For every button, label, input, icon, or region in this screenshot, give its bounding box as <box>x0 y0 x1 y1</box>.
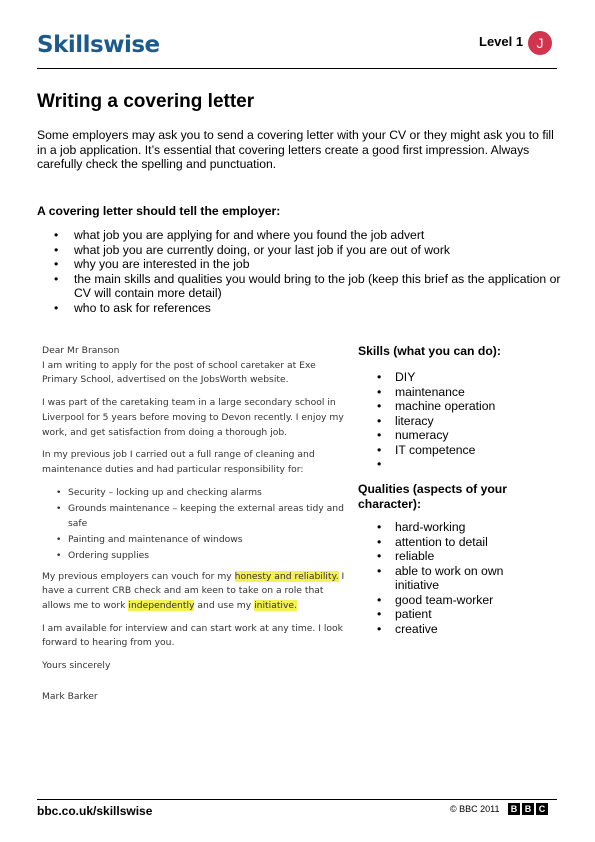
letter-paragraph: I am writing to apply for the post of school caretaker at Exe Primary School, advertised on the JobsWorth website. <box>42 359 316 386</box>
list-item: • what job you are currently doing, or your last job if you are out of work <box>54 243 564 258</box>
list-item: • why you are interested in the job <box>54 257 564 272</box>
letter-text: I have a current CRB check and am keen to take on a role that allows me to work <box>42 570 345 612</box>
letter-salutation: Dear Mr Branson <box>42 345 120 356</box>
footer-url-link[interactable]: bbc.co.uk/skillswise <box>37 804 153 818</box>
highlighted-text: initiative. <box>254 600 297 612</box>
list-item: • IT competence <box>377 443 507 458</box>
list-item: • machine operation <box>377 399 507 414</box>
list-item: • who to ask for references <box>54 301 564 316</box>
skills-heading: Skills (what you can do): <box>358 344 501 358</box>
level-badge: J <box>528 31 552 55</box>
list-item: • numeracy <box>377 428 507 443</box>
footer-divider <box>37 799 557 800</box>
tell-heading: A covering letter should tell the employer: <box>37 204 281 218</box>
highlighted-text: honesty and reliability. <box>234 570 339 582</box>
bbc-logo <box>508 803 548 815</box>
list-item <box>377 457 507 472</box>
intro-paragraph: Some employers may ask you to send a covering letter with your CV or they might ask you to fill in a job application. It’s essential that covering letters create a good first impression. Always carefully check the spelling and punctuation. <box>37 128 554 171</box>
letter-paragraph: In my previous job I carried out a full range of cleaning and maintenance duties and had particular responsibility for: <box>42 449 315 475</box>
list-item: • Painting and maintenance of windows <box>42 533 352 548</box>
letter-paragraph: I was part of the caretaking team in a large secondary school in Liverpool for 5 years before moving to Devon recently. I enjoy my work, and get satisfaction from doing a thorough job. <box>42 397 344 438</box>
skills-list <box>377 370 507 472</box>
list-item: • Ordering supplies <box>42 549 352 564</box>
qualities-heading: Qualities (aspects of your character): <box>358 482 507 511</box>
letter-signature: Mark Barker <box>42 690 98 702</box>
level-label: Level 1 <box>479 34 524 49</box>
letter-text: My previous employers can vouch for my <box>42 570 235 582</box>
letter-text: and use my <box>194 600 255 612</box>
tell-list <box>54 228 564 315</box>
bbc-logo-letter: B <box>522 803 534 815</box>
list-item: • patient <box>377 607 507 622</box>
qualities-list <box>377 520 507 636</box>
list-item: • the main skills and qualities you would bring to the job (keep this brief as the application or CV will contain more detail) <box>54 272 564 301</box>
list-item: • able to work on own initiative <box>377 564 507 593</box>
list-item: • hard-working <box>377 520 507 535</box>
list-item: • good team-worker <box>377 593 507 608</box>
list-item: • Grounds maintenance – keeping the external areas tidy and safe <box>42 502 352 531</box>
bbc-logo-letter: C <box>536 803 548 815</box>
highlighted-text: independently <box>128 600 195 612</box>
letter-closing: Yours sincerely <box>42 660 111 672</box>
skillswise-logo: Skillswise <box>37 32 160 58</box>
list-item: • what job you are applying for and where you found the job advert <box>54 228 564 243</box>
list-item: • reliable <box>377 549 507 564</box>
header-divider <box>37 68 557 69</box>
letter-duties-list <box>42 486 352 564</box>
list-item: • literacy <box>377 414 507 429</box>
list-item: • DIY <box>377 370 507 385</box>
list-item: • creative <box>377 622 507 637</box>
page-title: Writing a covering letter <box>37 91 255 112</box>
list-item: • attention to detail <box>377 535 507 550</box>
copyright-text: © BBC 2011 <box>450 804 500 814</box>
bbc-logo-letter: B <box>508 803 520 815</box>
letter-paragraph: I am available for interview and can start work at any time. I look forward to hearing from you. <box>42 622 343 649</box>
sample-letter <box>42 344 352 713</box>
letter-paragraph <box>42 570 352 614</box>
list-item: • Security – locking up and checking alarms <box>42 486 352 501</box>
list-item: • maintenance <box>377 385 507 400</box>
